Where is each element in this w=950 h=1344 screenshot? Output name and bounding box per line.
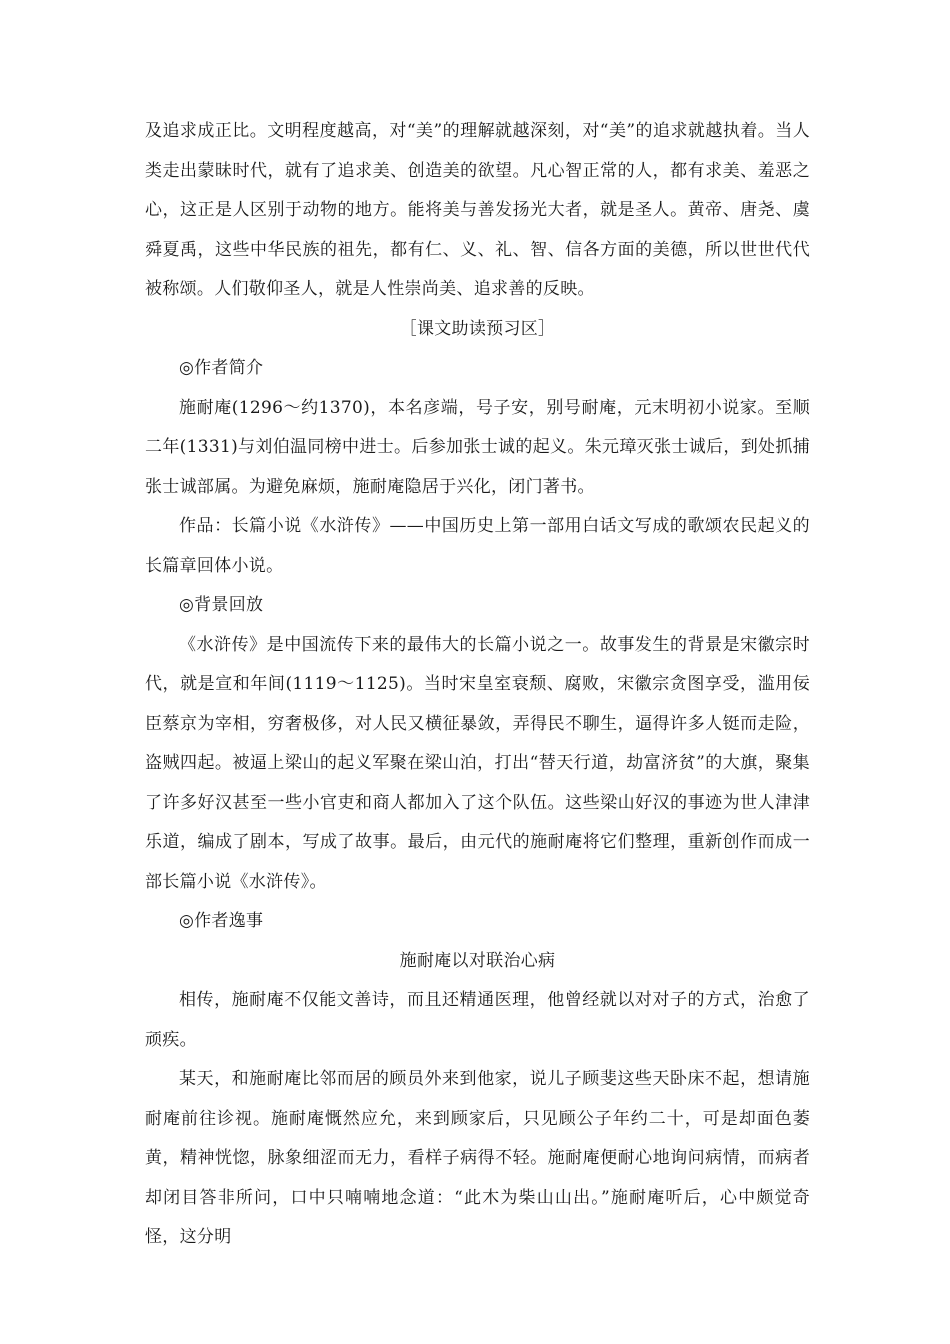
background-paragraph: 《水浒传》是中国流传下来的最伟大的长篇小说之一。故事发生的背景是宋徽宗时代，就是宣和年间(1119～1125)。当时宋皇室衰颓、腐败，宋徽宗贪图享受，滥用佞臣蔡京为宰相，穷奢极侈，对人民又横征暴敛，弄得民不聊生，逼得许多人铤而走险，盗贼四起。被逼上梁山的起义军聚在梁山泊，打出“替天行道，劫富济贫”的大旗，聚集了许多好汉甚至一些小官吏和商人都加入了这个队伍。这些梁山好汉的事迹为世人津津乐道，编成了剧本，写成了故事。最后，由元代的施耐庵将它们整理，重新创作而成一部长篇小说《水浒传》。 — [145, 634, 810, 892]
document-page — [145, 112, 810, 1258]
anecdote-paragraph-2: 某天，和施耐庵比邻而居的顾员外来到他家，说儿子顾斐这些天卧床不起，想请施耐庵前往诊视。施耐庵慨然应允，来到顾家后，只见顾公子年约二十，可是却面色萎黄，精神恍惚，脉象细涩而无力，看样子病得不轻。施耐庵便耐心地询问病情，而病者却闭目答非所问，口中只喃喃地念道：“此木为柴山山出。”施耐庵听后，心中颇觉奇怪，这分明 — [145, 1069, 810, 1247]
author-bio-paragraph: 施耐庵(1296～约1370)，本名彦端，号子安，别号耐庵，元末明初小说家。至顺二年(1331)与刘伯温同榜中进士。后参加张士诚的起义。朱元璋灭张士诚后，到处抓捕张士诚部属。为避免麻烦，施耐庵隐居于兴化，闭门著书。 — [145, 397, 810, 497]
section-title: ［课文助读预习区］ — [399, 318, 556, 339]
works-paragraph: 作品：长篇小说《水浒传》——中国历史上第一部用白话文写成的歌颂农民起义的长篇章回体小说。 — [145, 516, 810, 576]
background-heading: ◎背景回放 — [179, 595, 264, 615]
anecdote-paragraph-1: 相传，施耐庵不仅能文善诗，而且还精通医理，他曾经就以对对子的方式，治愈了顽疾。 — [145, 990, 810, 1050]
anecdote-title: 施耐庵以对联治心病 — [399, 950, 556, 971]
author-heading: ◎作者简介 — [179, 358, 264, 378]
intro-paragraph: 及追求成正比。文明程度越高，对“美”的理解就越深刻，对“美”的追求就越执着。当人类走出蒙昧时代，就有了追求美、创造美的欲望。凡心智正常的人，都有求美、羞恶之心，这正是人区别于动物的地方。能将美与善发扬光大者，就是圣人。黄帝、唐尧、虞舜夏禹，这些中华民族的祖先，都有仁、义、礼、智、信各方面的美德，所以世世代代被称颂。人们敬仰圣人，就是人性崇尚美、追求善的反映。 — [145, 121, 810, 299]
anecdote-heading: ◎作者逸事 — [179, 911, 264, 931]
